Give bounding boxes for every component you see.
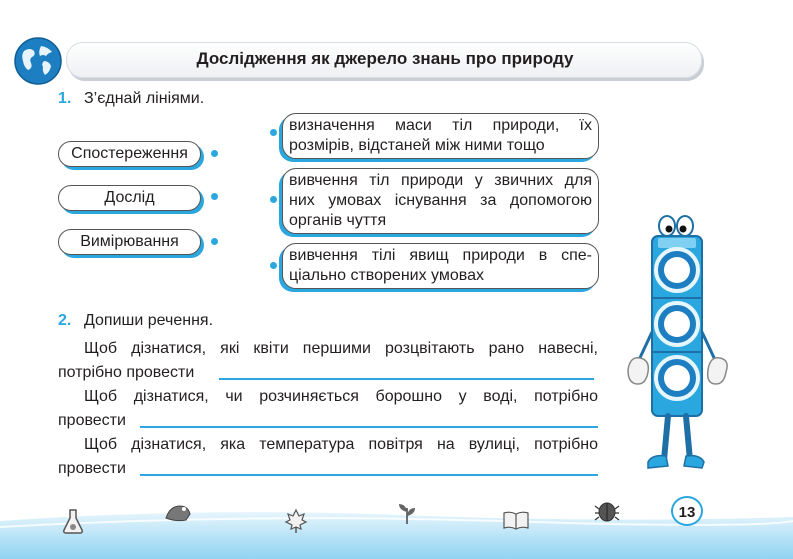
sentence-2-line2: провести — [58, 412, 126, 429]
task-1-instruction: З’єднай лініями. — [84, 90, 205, 107]
book-icon — [502, 510, 530, 530]
connect-dot-right-3[interactable] — [270, 262, 277, 269]
traffic-light-character — [624, 212, 730, 482]
definition-line: вивчення тілі явищ природи в спе- — [289, 247, 592, 264]
sentence-1-line1: Щоб дізнатися, які квіти першими розцвітають рано навесні, — [84, 340, 598, 357]
term-observation[interactable] — [58, 141, 201, 167]
definition-box-2[interactable] — [282, 168, 599, 234]
task-2-number: 2. — [58, 312, 72, 329]
definition-line: розмірів, відстаней між ними тощо — [289, 137, 545, 154]
answer-line-3[interactable] — [140, 474, 598, 476]
definition-line: них умовах існування за допомогою — [289, 192, 592, 209]
maple-leaf-icon — [284, 508, 308, 534]
frog-icon — [163, 502, 193, 524]
sentence-3-line1: Щоб дізнатися, яка температура повітря на вулиці, потрібно — [84, 436, 598, 453]
globe-icon — [14, 37, 62, 85]
term-label: Спостереження — [71, 145, 188, 162]
term-label: Вимірювання — [80, 233, 179, 250]
task-1-number: 1. — [58, 90, 72, 107]
bug-icon — [594, 499, 620, 523]
answer-line-1[interactable] — [219, 378, 594, 380]
flask-icon — [62, 508, 84, 534]
answer-line-2[interactable] — [140, 426, 598, 428]
task-2-instruction: Допиши речення. — [84, 312, 214, 329]
page-number: 13 — [671, 496, 703, 526]
definition-box-1[interactable] — [282, 113, 599, 159]
connect-dot-right-2[interactable] — [270, 196, 277, 203]
page-title: Дослідження як джерело знань про природу — [196, 49, 574, 68]
definition-box-3[interactable] — [282, 243, 599, 289]
term-experiment[interactable] — [58, 185, 201, 211]
connect-dot-left-1[interactable] — [211, 150, 218, 157]
definition-line: визначення маси тіл природи, їх — [289, 117, 592, 134]
sentence-2-line1: Щоб дізнатися, чи розчиняється борошно у воді, потрібно — [84, 388, 598, 405]
sentence-1-line2: потрібно провести — [58, 364, 195, 381]
connect-dot-left-2[interactable] — [211, 193, 218, 200]
definition-line: ціально створених умовах — [289, 267, 484, 284]
sprout-icon — [396, 500, 418, 526]
term-label: Дослід — [104, 189, 155, 206]
connect-dot-left-3[interactable] — [211, 238, 218, 245]
connect-dot-right-1[interactable] — [270, 129, 277, 136]
definition-line: органів чуття — [289, 212, 387, 229]
definition-line: вивчення тіл природи у звичних для — [289, 172, 592, 189]
sentence-3-line2: провести — [58, 460, 126, 477]
term-measurement[interactable] — [58, 229, 201, 255]
